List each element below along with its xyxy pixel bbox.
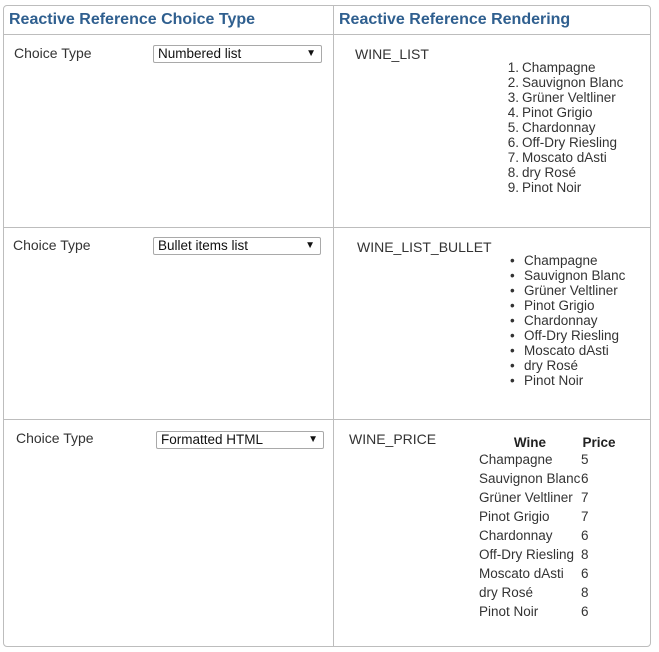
list-item-text: Moscato dAsti [522,150,607,165]
list-item [510,283,625,298]
wine-name-cell: Champagne [479,452,553,467]
wine-price-cell: 6 [581,528,589,543]
list-item-text: Sauvignon Blanc [524,268,626,283]
wine-name-cell: Chardonnay [479,528,553,543]
select-value: Bullet items list [158,238,249,253]
wine-name-cell: Pinot Grigio [479,509,550,524]
list-item-text: Off-Dry Riesling [522,135,618,150]
choice-type-select[interactable] [156,431,324,449]
list-item [510,328,625,343]
reference-name: WINE_LIST_BULLET [357,239,492,255]
list-item-text: Grüner Veltliner [522,90,616,105]
column-divider [333,5,334,647]
row-divider-1 [4,227,650,228]
list-item-text: Pinot Grigio [524,298,595,313]
table-row [479,528,617,547]
price-column-header: Price [582,435,616,450]
list-number: 5. [507,120,519,135]
list-item [507,90,623,105]
list-item [510,343,625,358]
table-row [479,509,617,528]
table-row [479,585,617,604]
list-number: 7. [507,150,519,165]
list-item-text: Pinot Grigio [522,105,593,120]
wine-name-cell: Moscato dAsti [479,566,564,581]
bullet-icon: • [510,253,515,268]
choice-type-select[interactable] [153,237,321,255]
header-divider [4,34,650,35]
select-value: Numbered list [158,46,242,61]
list-item-text: Moscato dAsti [524,343,609,358]
list-item-text: Chardonnay [522,120,596,135]
table-header-row [479,433,617,452]
list-item [510,268,626,283]
wine-price-cell: 6 [581,604,589,619]
list-item-text: Grüner Veltliner [524,283,618,298]
list-item [510,298,625,313]
wine-price-cell: 8 [581,585,589,600]
list-item-text: Pinot Noir [522,180,582,195]
wine-name-cell: Pinot Noir [479,604,539,619]
row-divider-2 [4,419,650,420]
bullet-icon: • [510,358,515,373]
choice-type-label: Choice Type [14,45,92,61]
wine-price-cell: 7 [581,509,589,524]
bullet-icon: • [510,283,515,298]
list-item [510,358,625,373]
list-item [507,180,623,195]
bullet-icon: • [510,268,515,283]
table-row [479,452,617,471]
table-row [479,490,617,509]
list-number: 2. [507,75,519,90]
list-item-text: Sauvignon Blanc [522,75,624,90]
bullet-wine-list [510,253,626,388]
numbered-wine-list [507,60,624,195]
wine-price-cell: 8 [581,547,589,562]
list-number: 6. [507,135,519,150]
list-item [510,313,625,328]
bullet-icon: • [510,313,515,328]
wine-price-cell: 6 [581,566,589,581]
table-row [479,604,617,623]
table-row [479,547,617,566]
column-header-choice-type: Reactive Reference Choice Type [9,11,256,28]
list-item-text: Chardonnay [524,313,598,328]
bullet-icon: • [510,343,515,358]
bullet-icon: • [510,328,515,343]
list-number: 1. [507,60,519,75]
list-item [507,75,624,90]
wine-name-cell: Off-Dry Riesling [479,547,575,562]
choice-type-label: Choice Type [16,430,94,446]
wine-price-cell: 5 [581,452,589,467]
list-item-text: Champagne [522,60,596,75]
list-number: 9. [507,180,519,195]
list-item [507,105,623,120]
list-item-text: dry Rosé [524,358,579,373]
list-item [507,165,623,180]
wine-name-cell: Grüner Veltliner [479,490,573,505]
list-item-text: dry Rosé [522,165,577,180]
wine-price-table [479,433,617,623]
choice-type-select[interactable] [153,45,322,63]
list-number: 4. [507,105,519,120]
list-item-text: Off-Dry Riesling [524,328,620,343]
list-number: 8. [507,165,519,180]
list-item [510,373,625,388]
list-item-text: Champagne [524,253,598,268]
list-item [507,120,623,135]
list-item [507,135,623,150]
list-item [507,150,623,165]
chevron-down-icon: ▼ [306,48,316,59]
choice-type-label: Choice Type [13,237,91,253]
list-number: 3. [507,90,519,105]
chevron-down-icon: ▼ [305,240,315,251]
wine-price-cell: 6 [581,471,589,486]
bullet-icon: • [510,298,515,313]
wine-name-cell: Sauvignon Blanc [479,471,581,486]
reference-name: WINE_LIST [355,46,429,62]
list-item [507,60,623,75]
reference-name: WINE_PRICE [349,431,437,447]
bullet-icon: • [510,373,515,388]
wine-name-cell: dry Rosé [479,585,534,600]
list-item-text: Pinot Noir [524,373,584,388]
table-row [479,471,617,490]
column-header-rendering: Reactive Reference Rendering [339,11,571,28]
select-value: Formatted HTML [161,432,264,447]
wine-column-header: Wine [513,435,547,450]
chevron-down-icon: ▼ [308,434,318,445]
list-item [510,253,625,268]
wine-price-cell: 7 [581,490,589,505]
table-row [479,566,617,585]
